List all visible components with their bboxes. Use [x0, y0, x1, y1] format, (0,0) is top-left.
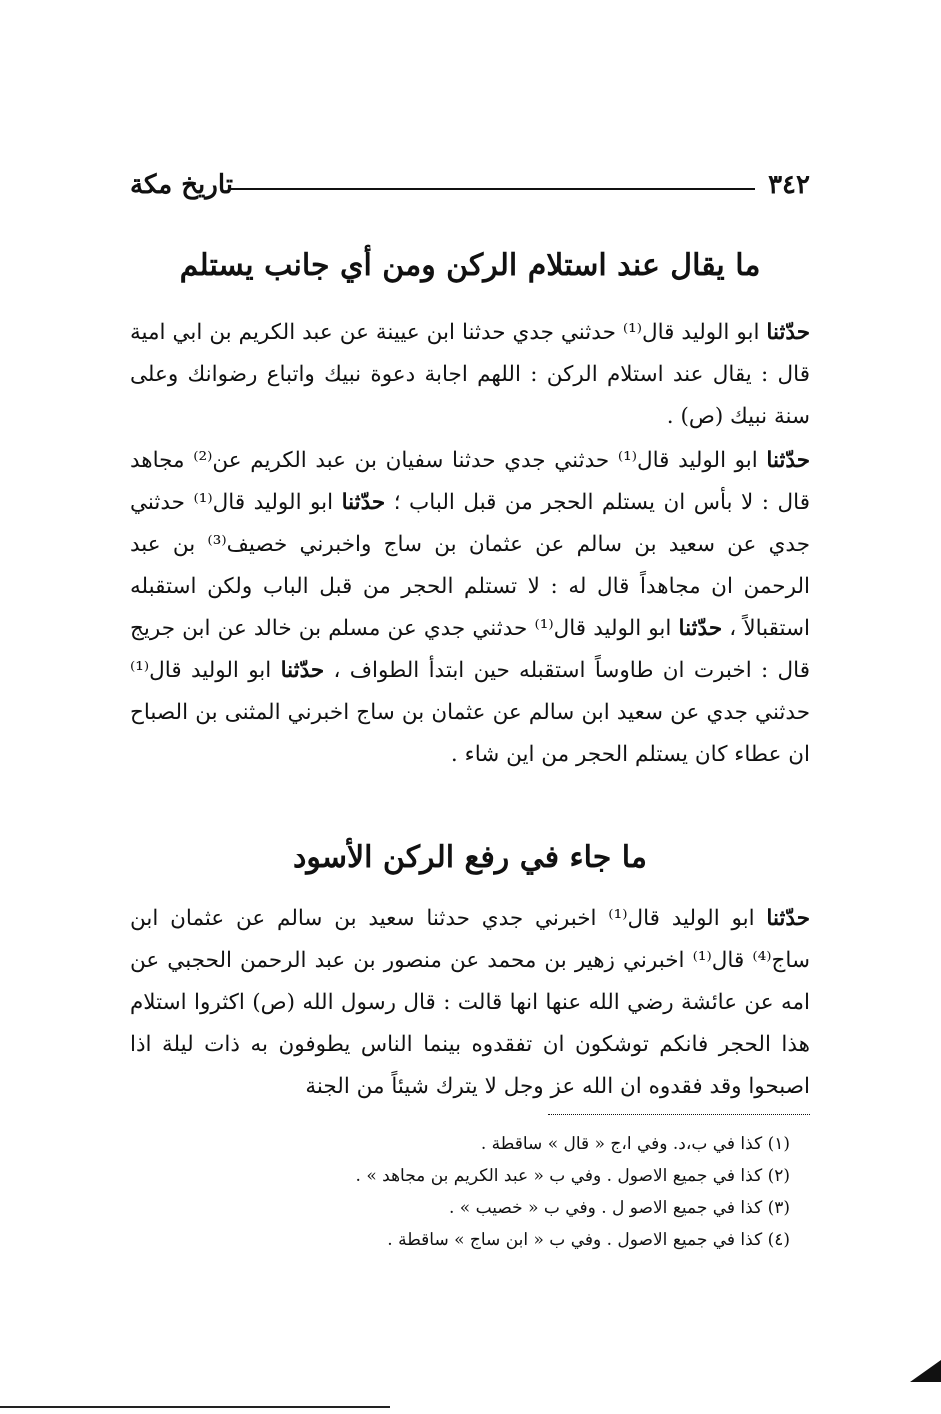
scan-corner-mark: [910, 1360, 941, 1382]
paragraph-text: ابو الوليد قال⁽¹⁾ حدثني جدي حدثنا ابن عيينة عن عبد الكريم بن ابي امية قال : يقال عند استلام الركن : اللهم اجابة دعوة نبيك واتباع رضوانك وعلى سنة نبيك (ص) .: [130, 320, 810, 429]
paragraph-2: [130, 440, 810, 776]
paragraph-3: [130, 898, 810, 1108]
footnote-item: (٤) كذا في جميع الاصول . وفي ب « ابن ساج » ساقطة .: [387, 1230, 790, 1250]
narration-keyword: حدّثنا: [766, 448, 810, 473]
header-rule: [230, 188, 755, 190]
paragraph-text: ابو الوليد قال⁽¹⁾ حدثني جدي عن سعيد بن سالم عن عثمان بن ساج واخبرني خصيف⁽³⁾ بن عبد الرحمن ان مجاهداً قال له : لا تستلم الحجر من قبل الباب ولكن استقبله استقبالاً ،: [130, 490, 811, 641]
paragraph-text: ابو الوليد قال⁽¹⁾ حدثني جدي حدثنا سفيان بن عبد الكريم عن⁽²⁾ مجاهد قال : لا بأس ان يستلم الحجر من قبل الباب ؛: [130, 448, 810, 515]
footnotes: [300, 1128, 790, 1256]
narration-keyword: حدّثنا: [766, 320, 810, 345]
paragraph-text: ابو الوليد قال⁽¹⁾ اخبرني جدي حدثنا سعيد بن سالم عن عثمان ابن ساج⁽⁴⁾ قال⁽¹⁾ اخبرني زهير بن محمد عن منصور بن عبد الرحمن الحجبي عن امه عن عائشة رضي الله عنها انها قالت : قال رسول الله (ص) اكثروا استلام هذا الحجر فانكم توشكون ان تفقدوه بينما الناس يطوفون به ذات ليلة اذا اصبحوا وقد فقدوه ان الله عز وجل لا يترك شيئاً من الجنة: [130, 906, 810, 1099]
running-header: [130, 170, 810, 210]
footnote-item: (٢) كذا في جميع الاصول . وفي ب « عبد الكريم بن مجاهد » .: [355, 1166, 790, 1186]
footnote-rule: [548, 1114, 810, 1115]
narration-keyword: حدّثنا: [678, 616, 723, 641]
section-title-2: ما جاء في رفع الركن الأسود: [293, 840, 647, 875]
section-title-1: ما يقال عند استلام الركن ومن أي جانب يستلم: [179, 248, 761, 283]
page-number: ٣٤٢: [768, 170, 810, 200]
paragraph-text: ابو الوليد قال⁽¹⁾ حدثني جدي عن مسلم بن خالد عن ابن جريج قال : اخبرت ان طاوساً استقبله حين ابتدأ الطواف ،: [130, 616, 810, 683]
narration-keyword: حدّثنا: [280, 658, 325, 683]
narration-keyword: حدّثنا: [341, 490, 386, 515]
narration-keyword: حدّثنا: [766, 906, 810, 931]
footnote-item: (١) كذا في ب،د. وفي ا،ج « قال » ساقطة .: [480, 1134, 790, 1154]
paragraph-text: ابو الوليد قال⁽¹⁾ حدثني جدي عن سعيد ابن سالم عن عثمان بن ساج اخبرني المثنى بن الصباح ان عطاء كان يستلم الحجر من اين شاء .: [130, 658, 810, 767]
paragraph-1: [130, 312, 810, 438]
scan-edge-line: [0, 1406, 390, 1408]
footnote-item: (٣) كذا في جميع الاصو ل . وفي ب « خصيب » .: [449, 1198, 790, 1218]
book-title: تاريخ مكة: [130, 170, 234, 200]
